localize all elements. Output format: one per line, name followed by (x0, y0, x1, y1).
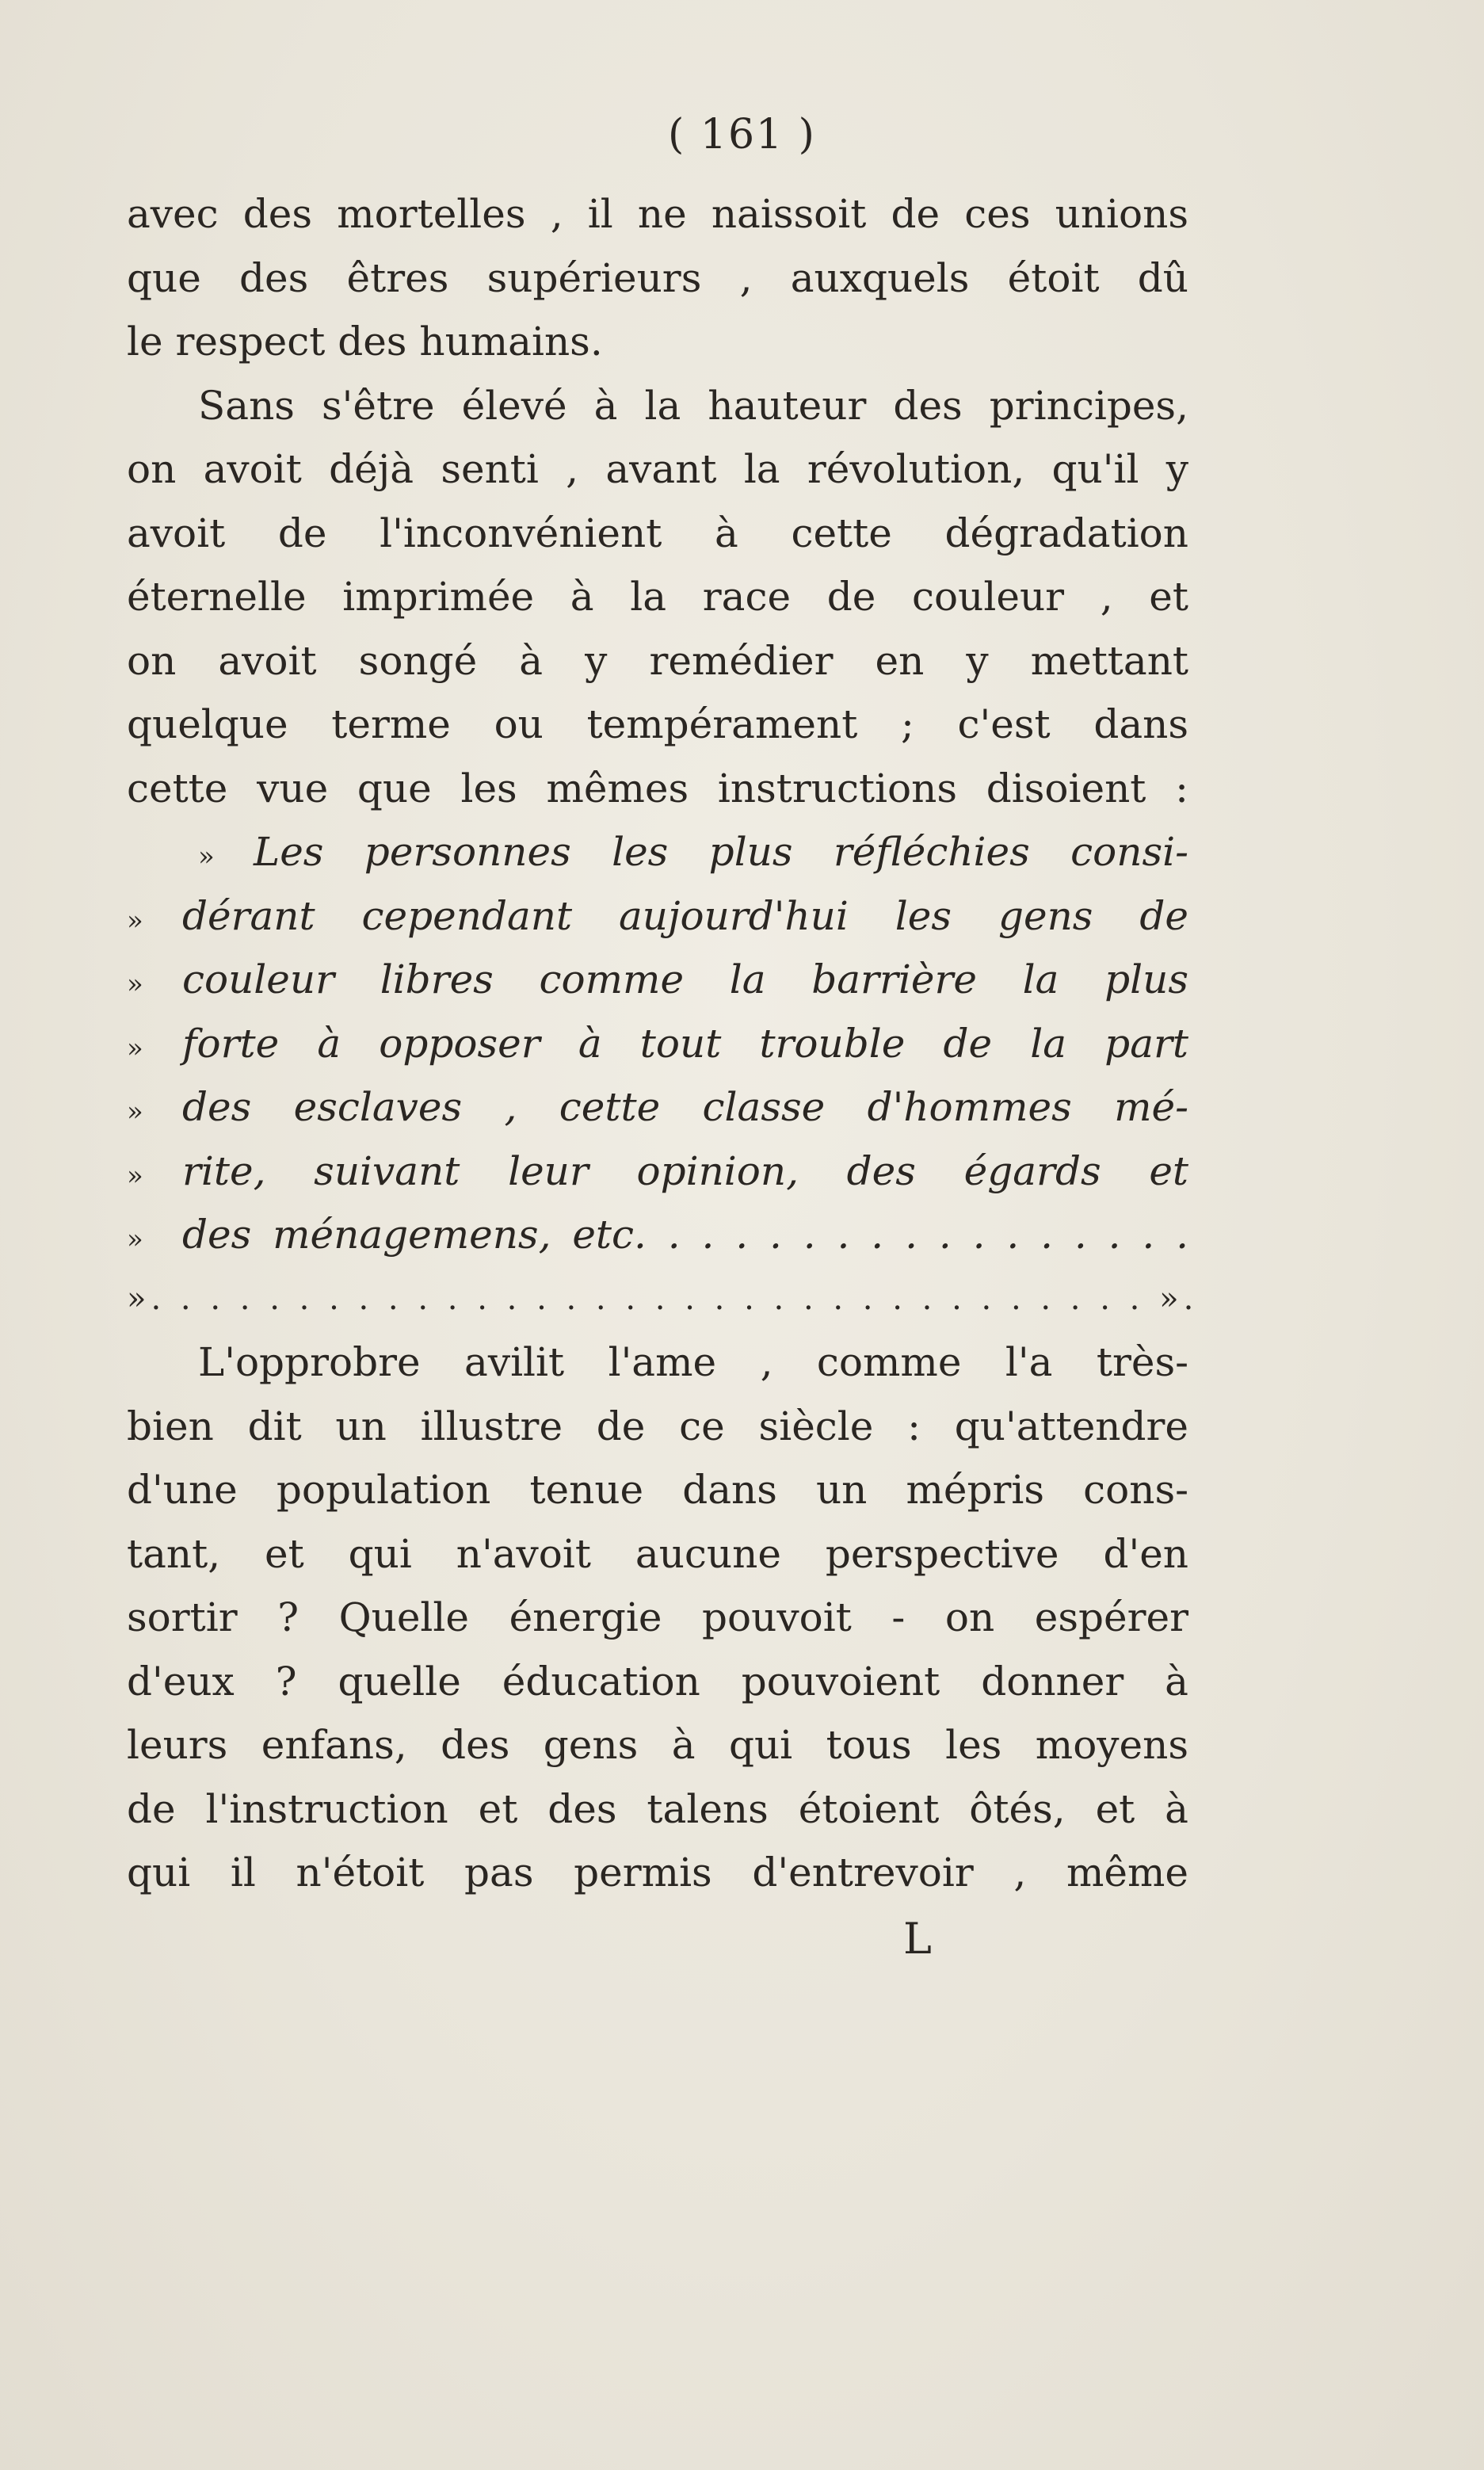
quote-mark: » (198, 841, 215, 872)
text-line: quelque terme ou tempérament ; c'est dans (127, 701, 1188, 747)
quote-line-dotted (127, 1267, 1199, 1331)
text-line: éternelle imprimée à la race de couleur , et (127, 574, 1188, 620)
quote-text: dérant cependant aujourd'hui les gens de (182, 892, 1188, 939)
text-line: cette vue que les mêmes instructions disoient : (127, 765, 1188, 811)
text-line: le respect des humains. (127, 319, 603, 365)
quote-line (127, 1012, 1188, 1076)
text-line: qui il n'étoit pas permis d'entrevoir , même (127, 1850, 1188, 1895)
quote-mark: » (127, 968, 143, 1000)
text-line: on avoit déjà senti , avant la révolution, qu'il y (127, 446, 1188, 492)
quote-line (127, 948, 1188, 1012)
quote-mark: » (127, 1280, 151, 1317)
quote-mark: » (127, 1224, 143, 1255)
text-line: avec des mortelles , il ne naissoit de ces unions (127, 191, 1188, 237)
quote-line (127, 1203, 1188, 1267)
quote-text: des ménagemens, etc. . . . . . . . . . . . . . . . . (182, 1212, 1188, 1258)
text-line: bien dit un illustre de ce siècle : qu'attendre (127, 1403, 1188, 1449)
quote-mark: » (127, 1159, 143, 1192)
quote-text: des esclaves , cette classe d'hommes mé- (182, 1084, 1188, 1130)
text-line: que des êtres supérieurs , auxquels étoit dû (127, 254, 1188, 301)
quote-text: . . . . . . . . . . . . . . . . . . . . . . . . . . . . . . . . . . ». (151, 1280, 1199, 1317)
quote-text: Les personnes les plus réfléchies consi- (254, 829, 1188, 875)
body-text (127, 182, 1199, 1905)
quote-line (127, 820, 1188, 884)
quote-mark: » (127, 1032, 143, 1064)
text-line: L'opprobre avilit l'ame , comme l'a très- (198, 1339, 1188, 1385)
text-line: leurs enfans, des gens à qui tous les moyens (127, 1722, 1188, 1768)
quote-text: forte à opposer à tout trouble de la part (182, 1020, 1188, 1067)
text-line: tant, et qui n'avoit aucune perspective d'en (127, 1530, 1188, 1577)
text-line: de l'instruction et des talens étoient ôtés, et à (127, 1785, 1188, 1832)
signature-mark: L (903, 1914, 932, 1964)
text-line: sortir ? Quelle énergie pouvoit - on espérer (127, 1594, 1188, 1640)
text-line: on avoit songé à y remédier en y mettant (127, 637, 1188, 684)
quote-line (127, 1075, 1188, 1140)
text-line: avoit de l'inconvénient à cette dégradation (127, 510, 1188, 556)
quote-line (127, 1140, 1188, 1204)
quote-mark: » (127, 1096, 143, 1128)
text-line: d'eux ? quelle éducation pouvoient donner à (127, 1658, 1188, 1705)
quote-text: couleur libres comme la barrière la plus (182, 956, 1188, 1002)
page-number: ( 161 ) (668, 111, 816, 158)
text-line: d'une population tenue dans un mépris cons- (127, 1467, 1188, 1513)
quote-text: rite, suivant leur opinion, des égards et (182, 1147, 1188, 1194)
text-line: Sans s'être élevé à la hauteur des principes, (198, 382, 1188, 429)
quote-mark: » (127, 904, 143, 937)
quote-line (127, 884, 1188, 949)
